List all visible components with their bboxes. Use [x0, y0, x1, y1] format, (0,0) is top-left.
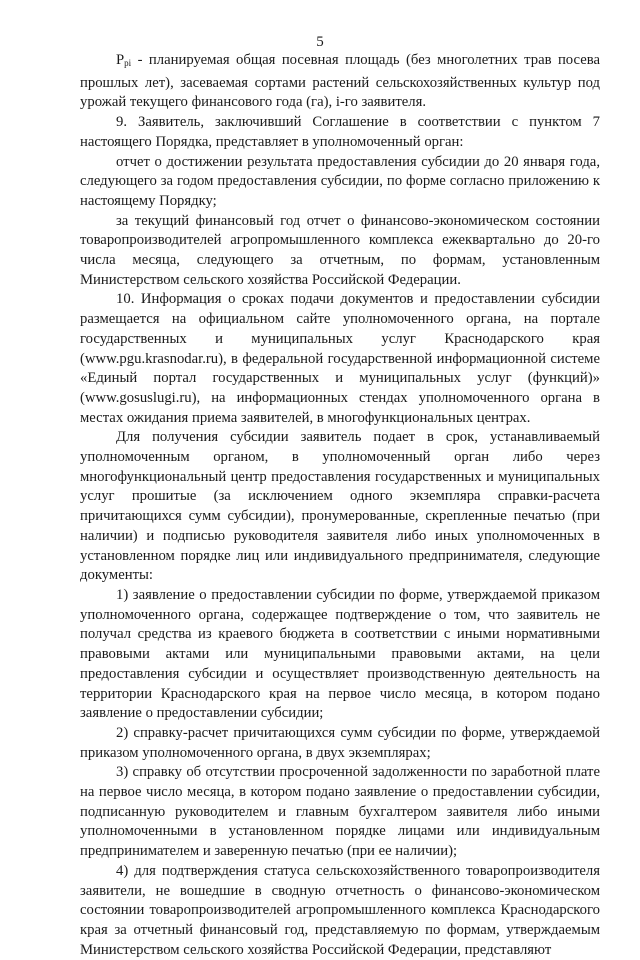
document-body [80, 51, 600, 960]
paragraph-document-4: 4) для подтверждения статуса сельскохозяйственного товаропроизводителя заявители, не вошедшие в сводную отчетность о финансово-экономическом состоянии товаропроизводителей агропромышленного комплекса Краснодарского края за отчетный финансовый год, представляемую по формам, утверждаемым Министерством сельского хозяйства Российской Федерации, представляют [80, 862, 600, 958]
paragraph-document-3: 3) справку об отсутствии просроченной задолженности по заработной плате на первое число месяца, в котором подано заявление о предоставлении субсидии, подписанную руководителем и главным бухгалтером заявителя либо иными уполномоченными в установленном порядке лицами или индивидуальным предпринимателем и заверенную печатью (при ее наличии); [80, 764, 600, 860]
paragraph-report-result: отчет о достижении результата предоставления субсидии до 20 января года, следующего за годом предоставления субсидии, по форме согласно приложению к настоящему Порядку; [80, 153, 600, 209]
paragraph-item-10: 10. Информация о сроках подачи документов и предоставлении субсидии размещается на официальном сайте уполномоченного органа, на портале государственных и муниципальных услуг Краснодарского края (www.pgu.krasnodar.ru), в федеральной государственной информационной системе «Единый портал государственных и муниципальных услуг (функций)» (www.gosuslugi.ru), на информационных стендах уполномоченного органа в местах ожидания приема заявителей, в многофункциональных центрах. [80, 291, 600, 426]
paragraph-report-financial: за текущий финансовый год отчет о финансово-экономическом состоянии товаропроизводителей агропромышленного комплекса ежеквартально до 20-го числа месяца, следующего за отчетным, по формам, установленным Министерством сельского хозяйства Российской Федерации. [80, 212, 600, 288]
formula-symbol: P [116, 52, 125, 68]
paragraph-document-2: 2) справку-расчет причитающихся сумм субсидии по форме, утверждаемой приказом уполномоченного органа, в двух экземплярах; [80, 724, 600, 761]
page-number: 5 [316, 34, 324, 50]
paragraph-document-1: 1) заявление о предоставлении субсидии по форме, утверждаемой приказом уполномоченного органа, содержащее подтверждение о том, что заявитель не получал средства из краевого бюджета в соответствии с иными нормативными правовыми актами или муниципальными правовыми актами, на цели предоставления субсидии и осуществляет производственную деятельность на территории Краснодарского края на первое число месяца, в котором подано заявление о предоставлении субсидии; [80, 586, 600, 722]
paragraph-p-pi-definition [80, 51, 600, 113]
paragraph-text: - планируемая общая посевная площадь (без многолетних трав посева прошлых лет), засеваемая сортами растений сельскохозяйственных культур под урожай текущего финансового года (га), i-го заявителя. [80, 52, 600, 111]
paragraph-item-9: 9. Заявитель, заключивший Соглашение в соответствии с пунктом 7 настоящего Порядка, представляет в уполномоченный орган: [80, 114, 600, 150]
paragraph-documents-intro: Для получения субсидии заявитель подает в срок, устанавливаемый уполномоченным органом, в уполномоченный орган либо через многофункциональный центр предоставления государственных и муниципальных услуг прошитые (за исключением одного экземпляра справки-расчета причитающихся сумм субсидии), пронумерованные, скрепленные печатью (при наличии) и подписью руководителя заявителя либо иных уполномоченных в установленном порядке лиц или индивидуального предпринимателя, следующие документы: [80, 429, 600, 584]
formula-subscript: pi [124, 58, 132, 68]
